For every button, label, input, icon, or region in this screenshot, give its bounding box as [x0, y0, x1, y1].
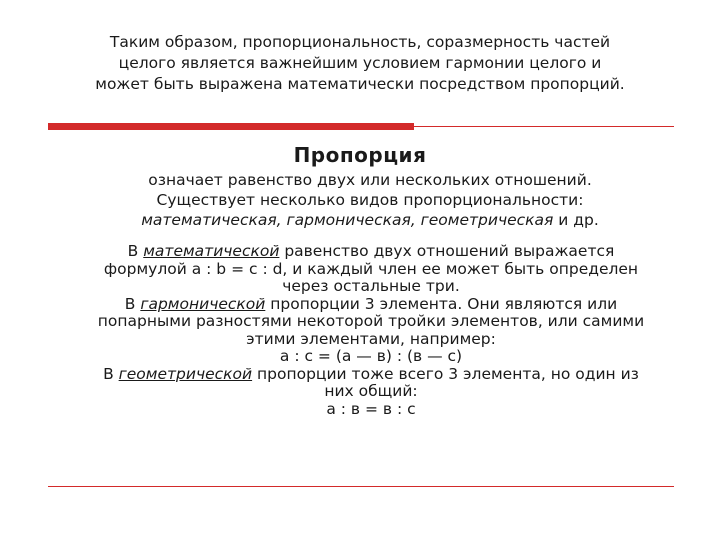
- divider-bottom: [48, 486, 674, 487]
- harmonic-text: пропорции 3 элемента. Они являются или: [265, 294, 618, 313]
- geometric-prefix: В: [103, 364, 119, 383]
- definition-line: [100, 210, 640, 230]
- geometric-text: пропорции тоже всего 3 элемента, но один из: [252, 364, 639, 383]
- math-line: [55, 243, 687, 261]
- definition-line: Существует несколько видов пропорциональности:: [156, 191, 584, 209]
- harmonic-term: гармонической: [140, 294, 266, 313]
- body-paragraph: [55, 243, 687, 418]
- divider-thick: [48, 123, 414, 130]
- harmonic-formula: a : c = (a — в) : (в — с): [279, 347, 463, 365]
- geometric-line: них общий:: [324, 382, 418, 400]
- intro-line: целого является важнейшим условием гармонии целого и: [118, 54, 602, 72]
- intro-paragraph: [50, 32, 670, 95]
- math-prefix: В: [127, 242, 144, 260]
- math-line: через остальные три.: [282, 277, 460, 295]
- definition-line: означает равенство двух или нескольких отношений.: [148, 171, 592, 189]
- intro-line: Таким образом, пропорциональность, соразмерность частей: [109, 33, 611, 51]
- proportion-kinds: математическая, гармоническая, геометрическая: [141, 211, 554, 229]
- geometric-term: геометрической: [118, 364, 253, 383]
- harmonic-line: [55, 296, 687, 314]
- harmonic-line: этими элементами, например:: [246, 329, 496, 348]
- intro-line: может быть выражена математически посредством пропорций.: [95, 75, 625, 93]
- geometric-formula: a : в = в : с: [326, 399, 416, 418]
- harmonic-prefix: В: [124, 294, 141, 313]
- math-text: равенство двух отношений выражается: [279, 242, 615, 260]
- math-term: математической: [143, 242, 280, 260]
- divider-thin: [414, 126, 674, 127]
- geometric-line: [55, 366, 687, 384]
- harmonic-line: попарными разностями некоторой тройки элементов, или самими: [97, 312, 645, 330]
- kinds-tail: и др.: [553, 211, 599, 229]
- section-heading: Пропорция: [293, 143, 427, 167]
- math-line: формулой a : b = c : d, и каждый член ее может быть определен: [103, 259, 639, 278]
- definition-paragraph: [100, 170, 640, 230]
